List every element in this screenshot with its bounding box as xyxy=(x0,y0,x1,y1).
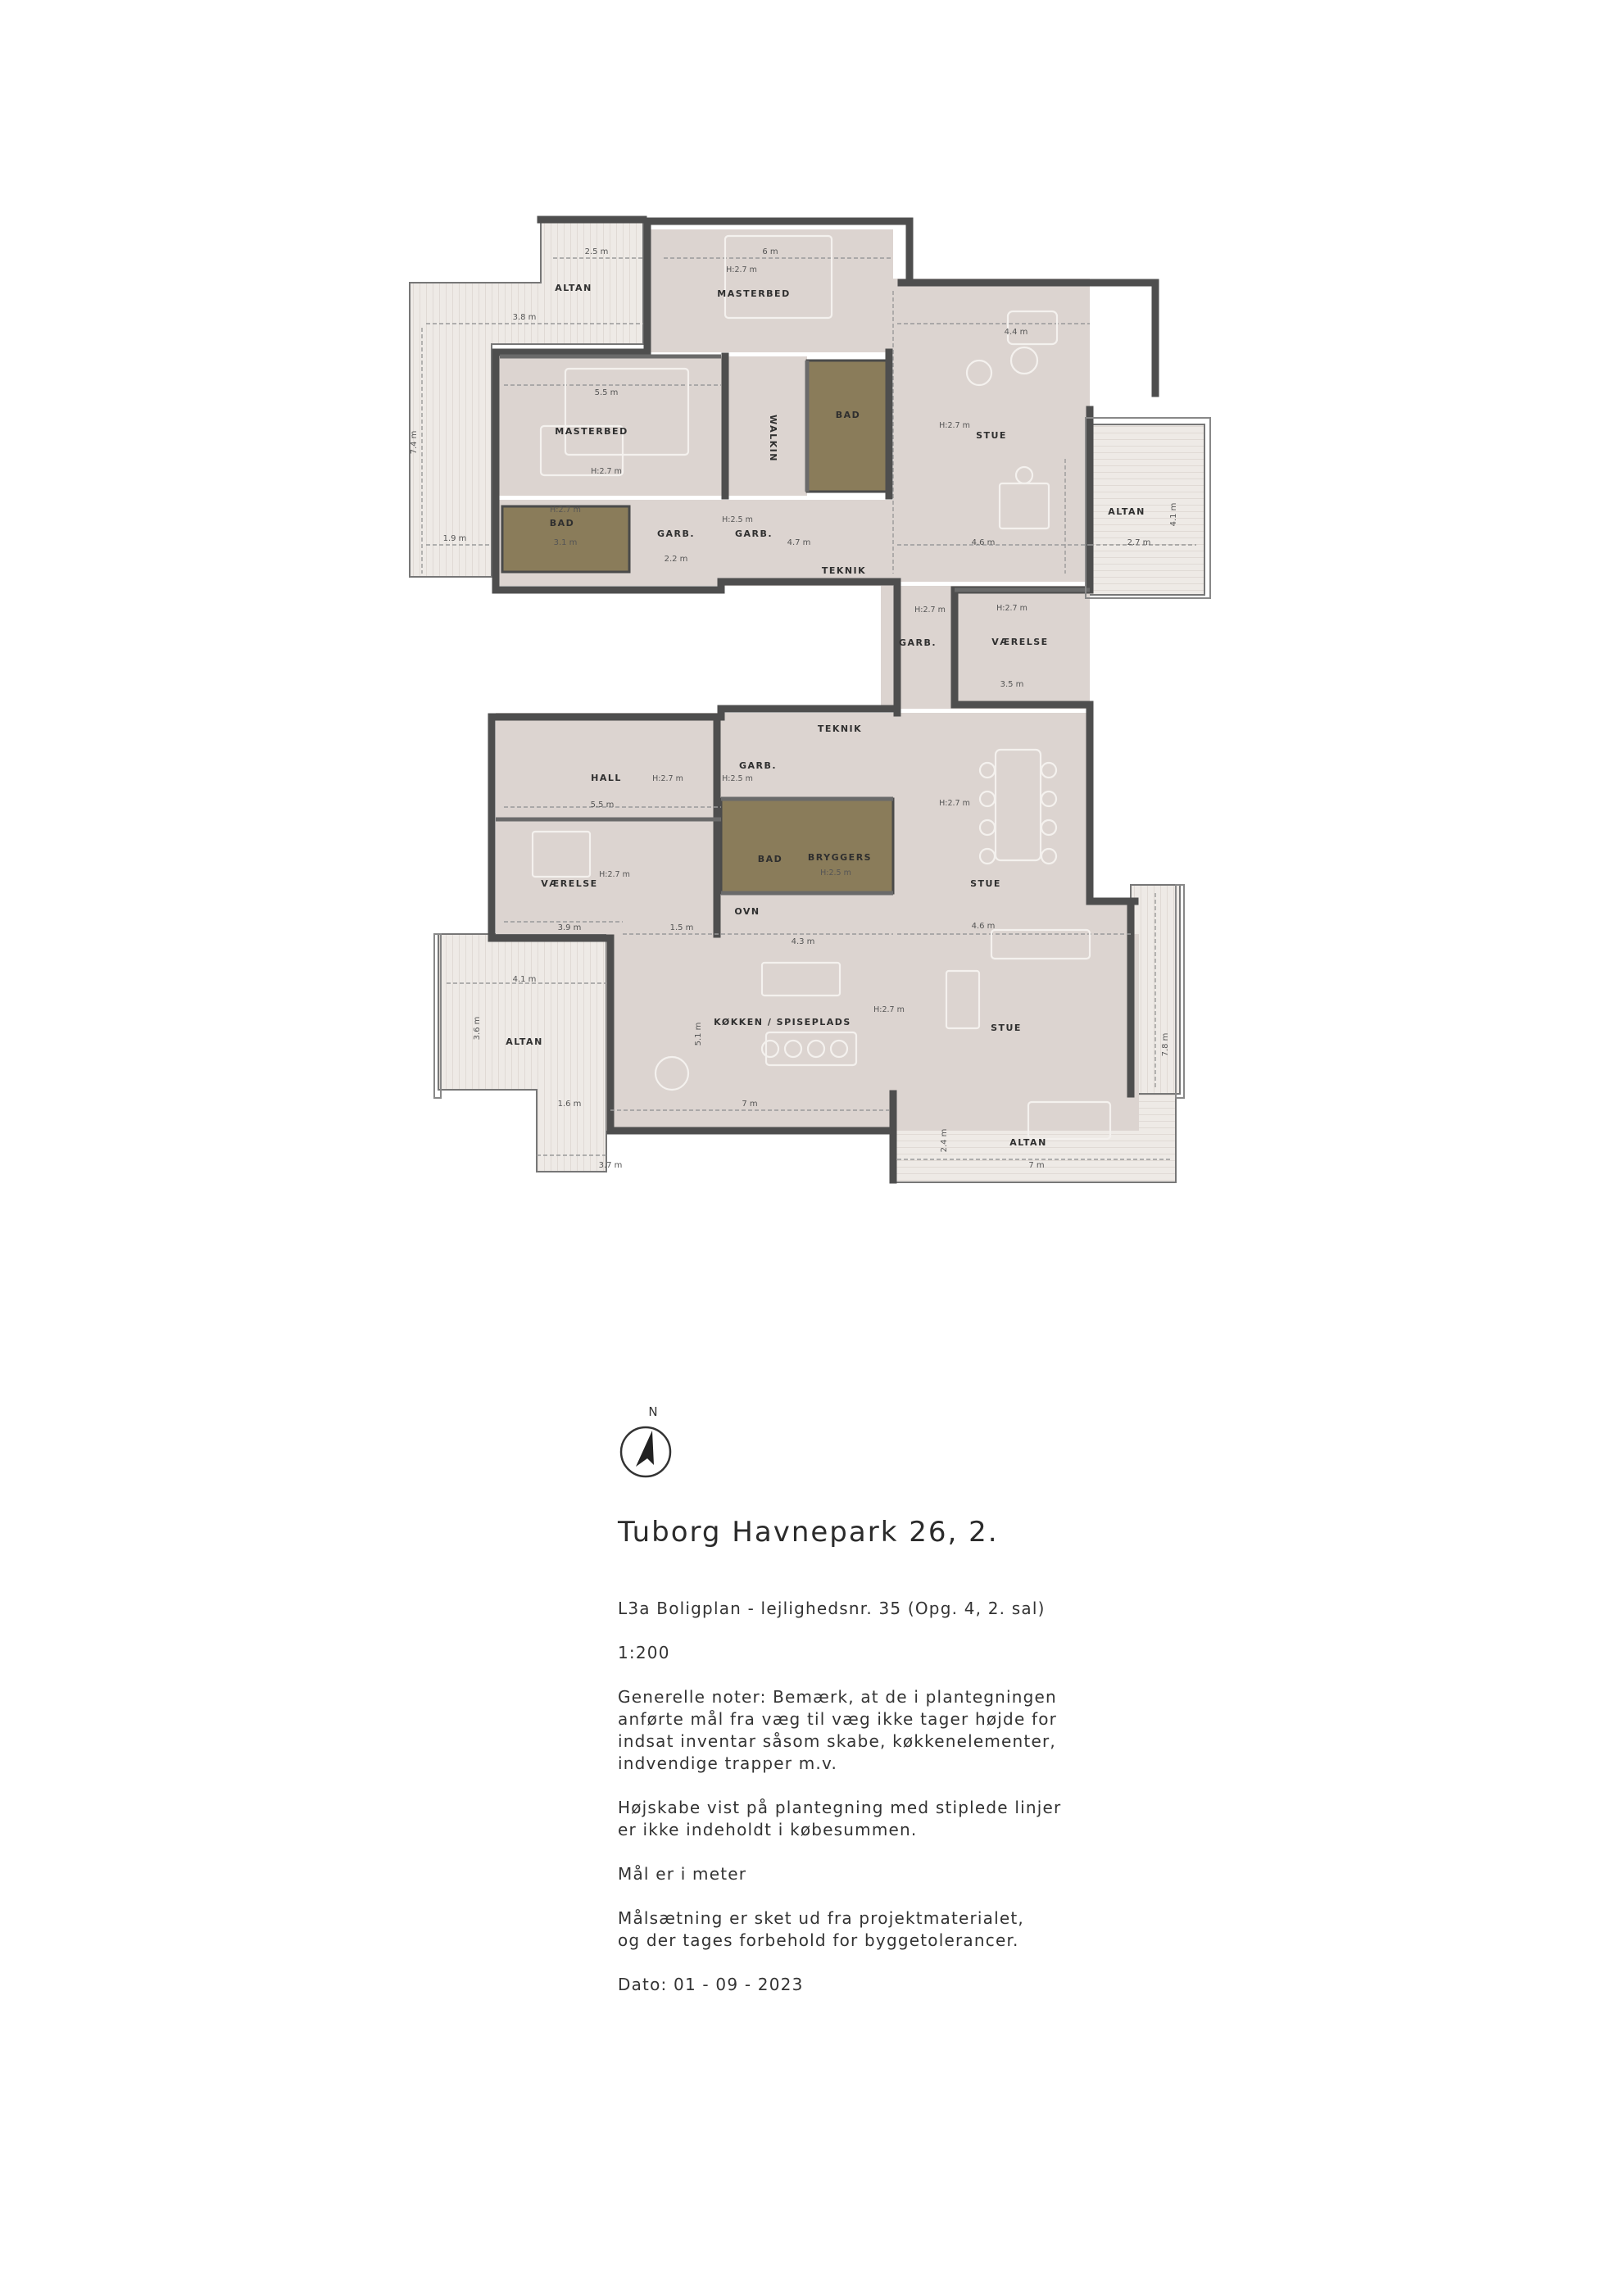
height-label: H:2.7 m xyxy=(652,774,683,783)
dim-label: 1.6 m xyxy=(557,1100,582,1109)
room-label-masterbed-top: MASTERBED xyxy=(717,288,791,299)
dim-label: 3.8 m xyxy=(512,313,537,322)
balcony-lower-left xyxy=(438,934,606,1172)
dim-label: 2.7 m xyxy=(1127,538,1151,547)
units-note: Mål er i meter xyxy=(618,1864,747,1884)
room-label-vaerelse-right: VÆRELSE xyxy=(991,637,1049,647)
room-label-kokken: KØKKEN / SPISEPLADS xyxy=(714,1017,851,1027)
north-arrow-icon xyxy=(636,1431,654,1467)
room-label-teknik-2: TEKNIK xyxy=(817,723,863,734)
dim-label: 5.1 m xyxy=(694,1022,703,1046)
date: Dato: 01 - 09 - 2023 xyxy=(618,1975,804,1994)
dim-label: 4.6 m xyxy=(971,538,996,547)
room-label-garb-3: GARB. xyxy=(898,637,937,648)
height-label: H:2.7 m xyxy=(599,870,630,879)
dim-label: 3.9 m xyxy=(557,923,582,932)
room-label-altan-bottom: ALTAN xyxy=(1009,1137,1047,1148)
height-label: H:2.7 m xyxy=(591,467,622,476)
height-label: H:2.5 m xyxy=(722,515,753,524)
tolerance-note: Målsætning er sket ud fra projektmaterialet, og der tages forbehold for byggetolerancer. xyxy=(618,1908,1024,1950)
dim-label: 7 m xyxy=(1028,1161,1045,1170)
room-label-garb-2: GARB. xyxy=(734,528,773,539)
dim-label: 4.7 m xyxy=(787,538,811,547)
room-label-bryggers: BRYGGERS xyxy=(807,852,873,863)
dim-label: 2.5 m xyxy=(584,247,609,256)
dim-label: 5.5 m xyxy=(594,388,619,397)
room-label-stue-mid: STUE xyxy=(970,878,1001,889)
compass xyxy=(616,1401,675,1483)
plan-subtitle: L3a Boligplan - lejlighedsnr. 35 (Opg. 4, 2. sal) xyxy=(618,1599,1046,1618)
height-label: H:2.7 m xyxy=(914,605,946,615)
room-label-garb-4: GARB. xyxy=(738,760,778,771)
room-label-masterbed-left: MASTERBED xyxy=(555,426,628,437)
height-label: H:2.7 m xyxy=(996,604,1027,613)
room-label-stue-low: STUE xyxy=(991,1023,1022,1033)
dim-label: 2.2 m xyxy=(664,555,688,564)
dim-label: 6 m xyxy=(762,247,778,256)
dim-label: 4.4 m xyxy=(1004,328,1028,337)
height-label: H:2.5 m xyxy=(820,869,851,878)
dim-label: 7.8 m xyxy=(1161,1032,1170,1057)
room-label-hall: HALL xyxy=(591,773,622,783)
room-label-bad-top: BAD xyxy=(835,410,861,420)
dim-label: 2.4 m xyxy=(940,1128,949,1153)
dim-label: 3.1 m xyxy=(553,538,578,547)
dim-label: 3.6 m xyxy=(473,1016,482,1041)
height-label: H:2.7 m xyxy=(726,265,757,274)
page-title: Tuborg Havnepark 26, 2. xyxy=(618,1516,999,1549)
dim-label: 3.5 m xyxy=(1000,680,1024,689)
room-label-garb-1: GARB. xyxy=(656,528,696,539)
room-label-altan-topleft: ALTAN xyxy=(555,283,592,293)
room-label-walkin: WALKIN xyxy=(768,415,778,462)
height-label: H:2.7 m xyxy=(873,1005,905,1014)
room-label-ovn: OVN xyxy=(734,906,760,917)
height-label: H:2.5 m xyxy=(722,774,753,783)
dim-label: 5.5 m xyxy=(590,801,615,810)
dim-label: 1.5 m xyxy=(669,923,694,932)
notes-block xyxy=(618,1516,1109,2018)
height-label: H:2.7 m xyxy=(550,506,581,515)
dim-label: 3.7 m xyxy=(598,1161,623,1170)
scale: 1:200 xyxy=(618,1643,670,1662)
dim-label: 1.9 m xyxy=(442,534,467,543)
height-label: H:2.7 m xyxy=(939,799,970,808)
dim-label: 7 m xyxy=(742,1100,758,1109)
room-label-altan-right: ALTAN xyxy=(1108,506,1145,517)
room-label-altan-lowleft: ALTAN xyxy=(506,1036,543,1047)
dim-label: 4.6 m xyxy=(971,922,996,931)
room-label-vaerelse-left: VÆRELSE xyxy=(541,878,598,889)
room-label-bad-left: BAD xyxy=(549,518,575,528)
height-label: H:2.7 m xyxy=(939,421,970,430)
dim-label: 7.4 m xyxy=(410,430,419,455)
dim-label: 4.1 m xyxy=(512,975,537,984)
room-label-stue-top: STUE xyxy=(976,430,1007,441)
dim-label: 4.1 m xyxy=(1169,502,1178,527)
room-label-teknik-1: TEKNIK xyxy=(821,565,867,576)
cabinet-notes: Højskabe vist på plantegning med stiplede linjer er ikke indeholdt i købesummen. xyxy=(618,1798,1062,1839)
general-notes: Generelle noter: Bemærk, at de i plantegningen anførte mål fra væg til væg ikke tager højde for indsat inventar såsom skabe, køkkenelementer, indvendige trapper m.v. xyxy=(618,1687,1058,1773)
compass-north-label: N xyxy=(648,1404,658,1419)
room-label-bad-lower: BAD xyxy=(757,854,783,864)
dim-label: 4.3 m xyxy=(791,937,815,946)
